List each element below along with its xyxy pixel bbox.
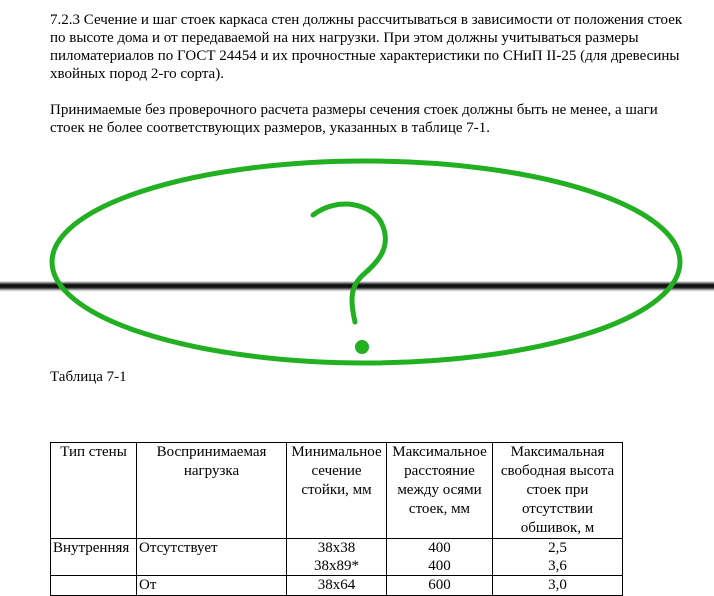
header-load: Воспринимаемая нагрузка: [137, 443, 287, 539]
header-wall-type: Тип стены: [51, 443, 137, 539]
table-caption: Таблица 7-1: [50, 369, 127, 385]
cell-load: От: [137, 576, 287, 596]
header-max-height: Максимальная свободная высота стоек при отсутствии обшивок, м: [493, 443, 623, 539]
spec-table: [50, 442, 623, 596]
cell-height: 3,0: [493, 576, 623, 596]
cell-section: 38x64: [287, 576, 387, 596]
cell-section-value: 38x89*: [314, 558, 359, 574]
table-row: [51, 539, 623, 576]
requirement-paragraph: Принимаемые без проверочного расчета размеры сечения стоек должны быть не менее, а шаги стоек не более соответствующих размеров, указанных в таблице 7-1.: [50, 102, 658, 136]
cell-height-value: 3,6: [548, 558, 567, 574]
cell-spacing: 600: [387, 576, 493, 596]
question-mark-icon: [313, 204, 385, 322]
table-header-row: [51, 443, 623, 539]
scan-divider-line: [0, 281, 714, 292]
cell-spacing: [387, 539, 493, 576]
table-row: [51, 576, 623, 596]
annotation-ellipse: [52, 161, 680, 363]
intro-paragraph: 7.2.3 Сечение и шаг стоек каркаса стен должны рассчитываться в зависимости от положения стоек по высоте дома и от передаваемой на них нагрузки. При этом должны учитываться размеры пиломатериалов по ГОСТ 24454 и их прочностные характеристики по СНиП II-25 (для древесины хвойных пород 2-го сорта).: [50, 12, 683, 82]
cell-spacing-value: 400: [428, 540, 451, 556]
cell-section: [287, 539, 387, 576]
header-min-section: Минимальное сечение стойки, мм: [287, 443, 387, 539]
cell-section-value: 38x38: [317, 540, 356, 556]
cell-height: [493, 539, 623, 576]
cell-wall-type: [51, 576, 137, 596]
header-max-spacing: Максимальное расстояние между осями стоек, мм: [387, 443, 493, 539]
question-dot-icon: [355, 340, 369, 354]
cell-height-value: 2,5: [548, 540, 567, 556]
cell-spacing-value: 400: [428, 558, 451, 574]
cell-load: Отсутствует: [137, 539, 287, 576]
cell-wall-type: Внутренняя: [51, 539, 137, 576]
